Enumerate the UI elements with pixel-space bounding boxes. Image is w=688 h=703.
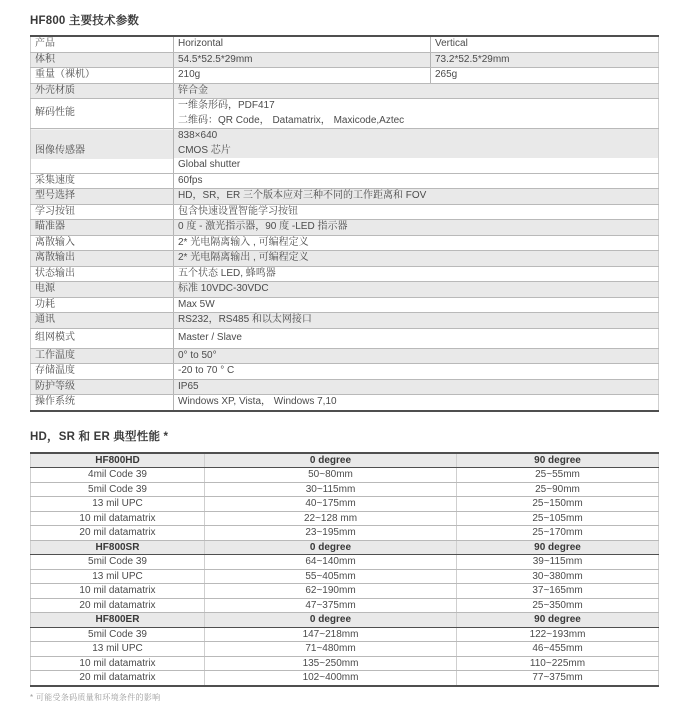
perf-row-label: 5mil Code 39 — [31, 555, 205, 570]
perf-value-90deg: 25~170mm — [457, 526, 659, 541]
spec-value-cell: Global shutter — [174, 158, 659, 173]
perf-row-label: 10 mil datamatrix — [31, 656, 205, 671]
spec-row — [31, 328, 659, 348]
perf-row-label: 10 mil datamatrix — [31, 511, 205, 526]
perf-value-90deg: 110~225mm — [457, 656, 659, 671]
performance-title: HD，SR 和 ER 典型性能 * — [30, 430, 169, 443]
spec-value-horizontal: 210g — [174, 68, 431, 84]
spec-row — [31, 99, 659, 114]
spec-value-vertical: 265g — [431, 68, 659, 84]
perf-value-90deg: 25~55mm — [457, 468, 659, 483]
spec-row-label: 电源 — [31, 282, 174, 298]
perf-value-0deg: 102~400mm — [205, 671, 457, 686]
perf-value-90deg: 77~375mm — [457, 671, 659, 686]
spec-value-horizontal: Horizontal — [174, 36, 431, 52]
spec-value-cell: 二维码：QR Code， Datamatrix， Maxicode,Aztec — [174, 114, 659, 129]
perf-value-90deg: 25~350mm — [457, 598, 659, 613]
perf-row-label: 13 mil UPC — [31, 497, 205, 512]
spec-value-vertical: Vertical — [431, 36, 659, 52]
perf-value-0deg: 40~175mm — [205, 497, 457, 512]
perf-value-90deg: 39~115mm — [457, 555, 659, 570]
spec-table — [30, 35, 659, 412]
spec-row — [31, 129, 659, 144]
spec-row-label: 型号选择 — [31, 189, 174, 205]
spec-value-cell: HD，SR，ER 三个版本应对三种不同的工作距离和 FOV — [174, 189, 659, 205]
perf-row — [31, 555, 659, 570]
spec-value-cell: -20 to 70 ° C — [174, 364, 659, 380]
perf-value-0deg: 50~80mm — [205, 468, 457, 483]
perf-row — [31, 482, 659, 497]
spec-row-label: 操作系统 — [31, 395, 174, 411]
spec-row — [31, 395, 659, 411]
spec-row — [31, 297, 659, 313]
spec-value-cell: Windows XP, Vista， Windows 7,10 — [174, 395, 659, 411]
perf-col-header-0deg: 0 degree — [205, 540, 457, 555]
spec-row — [31, 36, 659, 52]
spec-row-label: 组网模式 — [31, 328, 174, 348]
spec-row — [31, 313, 659, 329]
perf-value-0deg: 22~128 mm — [205, 511, 457, 526]
spec-row-label: 解码性能 — [31, 99, 174, 129]
perf-value-90deg: 25~150mm — [457, 497, 659, 512]
perf-row-label: 13 mil UPC — [31, 569, 205, 584]
spec-row — [31, 52, 659, 68]
spec-row — [31, 266, 659, 282]
spec-value-cell: 2* 光电隔离输入 , 可编程定义 — [174, 235, 659, 251]
page-title: HF800 主要技术参数 — [30, 15, 140, 27]
spec-row — [31, 83, 659, 99]
perf-model-label: HF800HD — [31, 453, 205, 468]
spec-row — [31, 68, 659, 84]
perf-row — [31, 511, 659, 526]
perf-row-label: 20 mil datamatrix — [31, 526, 205, 541]
spec-value-cell: RS232，RS485 和以太网接口 — [174, 313, 659, 329]
spec-value-cell: 标准 10VDC-30VDC — [174, 282, 659, 298]
spec-value-cell: 60fps — [174, 173, 659, 189]
spec-row — [31, 204, 659, 220]
perf-value-0deg: 55~405mm — [205, 569, 457, 584]
perf-row-label: 5mil Code 39 — [31, 482, 205, 497]
perf-row-label: 20 mil datamatrix — [31, 598, 205, 613]
spec-value-cell: Max 5W — [174, 297, 659, 313]
spec-value-cell: 0° to 50° — [174, 348, 659, 364]
perf-value-90deg: 25~105mm — [457, 511, 659, 526]
perf-model-label: HF800ER — [31, 613, 205, 628]
spec-row-label: 外壳材质 — [31, 83, 174, 99]
spec-value-cell: 0 度 - 激光指示器，90 度 -LED 指示器 — [174, 220, 659, 236]
spec-value-cell: 包含快速设置智能学习按钮 — [174, 204, 659, 220]
spec-value-vertical: 73.2*52.5*29mm — [431, 52, 659, 68]
perf-value-0deg: 135~250mm — [205, 656, 457, 671]
perf-row — [31, 584, 659, 599]
spec-value-horizontal: 54.5*52.5*29mm — [174, 52, 431, 68]
spec-row — [31, 173, 659, 189]
perf-value-90deg: 37~165mm — [457, 584, 659, 599]
perf-col-header-90deg: 90 degree — [457, 540, 659, 555]
footnote: * 可能受条码质量和环境条件的影响 — [30, 692, 161, 702]
spec-row-label: 离散输出 — [31, 251, 174, 267]
spec-row-label: 图像传感器 — [31, 129, 174, 174]
spec-row-label: 产品 — [31, 36, 174, 52]
perf-value-90deg: 30~380mm — [457, 569, 659, 584]
spec-row-label: 离散输入 — [31, 235, 174, 251]
spec-value-cell: 一维条形码，PDF417 — [174, 99, 659, 114]
perf-section-header — [31, 613, 659, 628]
spec-row-label: 存储温度 — [31, 364, 174, 380]
perf-row-label: 10 mil datamatrix — [31, 584, 205, 599]
perf-row — [31, 569, 659, 584]
performance-table — [30, 452, 659, 687]
perf-section-header — [31, 453, 659, 468]
perf-row — [31, 627, 659, 642]
perf-row-label: 20 mil datamatrix — [31, 671, 205, 686]
spec-row-label: 防护等级 — [31, 379, 174, 395]
spec-row — [31, 220, 659, 236]
perf-value-90deg: 25~90mm — [457, 482, 659, 497]
spec-row — [31, 348, 659, 364]
spec-row — [31, 364, 659, 380]
perf-row — [31, 656, 659, 671]
perf-row-label: 5mil Code 39 — [31, 627, 205, 642]
perf-row-label: 13 mil UPC — [31, 642, 205, 657]
spec-row — [31, 189, 659, 205]
spec-row — [31, 251, 659, 267]
perf-row — [31, 468, 659, 483]
perf-value-0deg: 30~115mm — [205, 482, 457, 497]
spec-row-label: 学习按钮 — [31, 204, 174, 220]
perf-row — [31, 526, 659, 541]
perf-col-header-90deg: 90 degree — [457, 613, 659, 628]
spec-row-label: 采集速度 — [31, 173, 174, 189]
perf-col-header-0deg: 0 degree — [205, 613, 457, 628]
spec-row-label: 工作温度 — [31, 348, 174, 364]
spec-row-label: 功耗 — [31, 297, 174, 313]
spec-value-cell: IP65 — [174, 379, 659, 395]
spec-row-label: 状态输出 — [31, 266, 174, 282]
perf-row — [31, 598, 659, 613]
spec-value-cell: 五个状态 LED, 蜂鸣器 — [174, 266, 659, 282]
spec-value-cell: Master / Slave — [174, 328, 659, 348]
perf-row — [31, 671, 659, 686]
perf-section-header — [31, 540, 659, 555]
perf-value-90deg: 122~193mm — [457, 627, 659, 642]
spec-value-cell: 锌合金 — [174, 83, 659, 99]
spec-row — [31, 282, 659, 298]
perf-col-header-90deg: 90 degree — [457, 453, 659, 468]
spec-row — [31, 379, 659, 395]
perf-value-90deg: 46~455mm — [457, 642, 659, 657]
spec-row-label: 重量（裸机） — [31, 68, 174, 84]
perf-value-0deg: 47~375mm — [205, 598, 457, 613]
spec-row-label: 通讯 — [31, 313, 174, 329]
spec-value-cell: CMOS 芯片 — [174, 144, 659, 159]
spec-value-cell: 2* 光电隔离输出 , 可编程定义 — [174, 251, 659, 267]
perf-value-0deg: 23~195mm — [205, 526, 457, 541]
perf-row — [31, 642, 659, 657]
perf-col-header-0deg: 0 degree — [205, 453, 457, 468]
perf-row-label: 4mil Code 39 — [31, 468, 205, 483]
spec-value-cell: 838×640 — [174, 129, 659, 144]
perf-value-0deg: 71~480mm — [205, 642, 457, 657]
perf-row — [31, 497, 659, 512]
perf-value-0deg: 64~140mm — [205, 555, 457, 570]
perf-value-0deg: 62~190mm — [205, 584, 457, 599]
spec-row-label: 瞄准器 — [31, 220, 174, 236]
spec-row — [31, 235, 659, 251]
perf-value-0deg: 147~218mm — [205, 627, 457, 642]
spec-row-label: 体积 — [31, 52, 174, 68]
perf-model-label: HF800SR — [31, 540, 205, 555]
